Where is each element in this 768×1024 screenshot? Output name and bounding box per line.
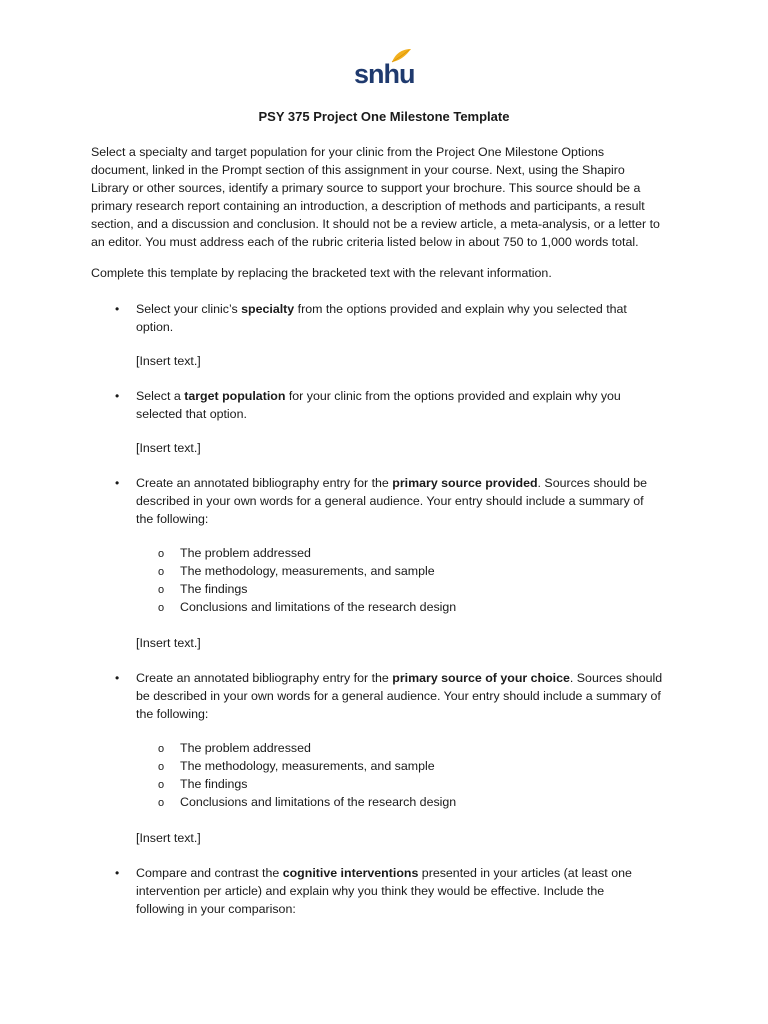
intro-line: document, linked in the Prompt section of this assignment in your course. Next, using the Shapiro — [91, 163, 625, 177]
item-line: the following: — [136, 512, 209, 526]
list-item-primary-source-provided — [136, 474, 681, 528]
item-line: following in your comparison: — [136, 902, 296, 916]
sub-list-item: o The findings — [158, 777, 248, 791]
bullet-marker: • — [115, 302, 120, 316]
intro-line: Library or other sources, identify a primary source to support your brochure. This source should be a — [91, 181, 641, 195]
bullet-marker: • — [115, 476, 120, 490]
list-item-cognitive-interventions — [136, 864, 681, 918]
intro-line: section, and a discussion and conclusion. It should not be a review article, a meta-analysis, or a letter to — [91, 217, 660, 231]
insert-placeholder: [Insert text.] — [136, 636, 201, 650]
bold-term: primary source of your choice — [392, 671, 570, 685]
snhu-logo — [354, 48, 415, 90]
bold-term: target population — [184, 389, 286, 403]
sub-list-item: o Conclusions and limitations of the research design — [158, 795, 457, 809]
item-line: Create an annotated bibliography entry for the primary source of your choice. Sources should — [136, 671, 663, 685]
list-item-primary-source-choice — [136, 669, 681, 723]
page-title: PSY 375 Project One Milestone Template — [258, 109, 510, 124]
insert-placeholder: [Insert text.] — [136, 354, 201, 368]
sub-list-item: o Conclusions and limitations of the research design — [158, 600, 457, 614]
bold-term: primary source provided — [392, 476, 538, 490]
intro-line: Select a specialty and target population for your clinic from the Project One Milestone Options — [91, 145, 605, 159]
sub-list-item: o The problem addressed — [158, 741, 311, 755]
insert-placeholder: [Insert text.] — [136, 831, 201, 845]
intro-line: primary research report containing an introduction, a description of methods and participants, a result — [91, 199, 645, 213]
instructions-line: Complete this template by replacing the bracketed text with the relevant information. — [91, 266, 552, 280]
intro-line: an editor. You must address each of the rubric criteria listed below in about 750 to 1,000 words total. — [91, 235, 639, 249]
sub-list-item: o The methodology, measurements, and sample — [158, 564, 435, 578]
list-item-target-population — [136, 387, 681, 423]
bullet-marker: • — [115, 671, 120, 685]
intro-paragraph — [91, 143, 660, 251]
bold-term: specialty — [241, 302, 295, 316]
logo-text: snhu — [354, 59, 415, 89]
bold-term: cognitive interventions — [282, 866, 419, 880]
item-line: selected that option. — [136, 407, 247, 421]
list-item-specialty — [136, 300, 681, 336]
item-line: Compare and contrast the cognitive interventions presented in your articles (at least one — [136, 866, 632, 880]
item-line: option. — [136, 320, 174, 334]
item-line: Select a target population for your clinic from the options provided and explain why you — [136, 389, 621, 403]
sub-list-item: o The findings — [158, 582, 248, 596]
sub-list-item: o The methodology, measurements, and sample — [158, 759, 435, 773]
sub-list-item: o The problem addressed — [158, 546, 311, 560]
bullet-marker: • — [115, 389, 120, 403]
item-line: intervention per article) and explain why you think they would be effective. Include the — [136, 884, 605, 898]
insert-placeholder: [Insert text.] — [136, 441, 201, 455]
item-line: described in your own words for a general audience. Your entry should include a summary of — [136, 494, 644, 508]
item-line: be described in your own words for a general audience. Your entry should include a summary of — [136, 689, 661, 703]
item-line: the following: — [136, 707, 209, 721]
item-line: Create an annotated bibliography entry for the primary source provided. Sources should be — [136, 476, 648, 490]
item-line: Select your clinic’s specialty from the options provided and explain why you selected that — [136, 302, 627, 316]
bullet-marker: • — [115, 866, 120, 880]
